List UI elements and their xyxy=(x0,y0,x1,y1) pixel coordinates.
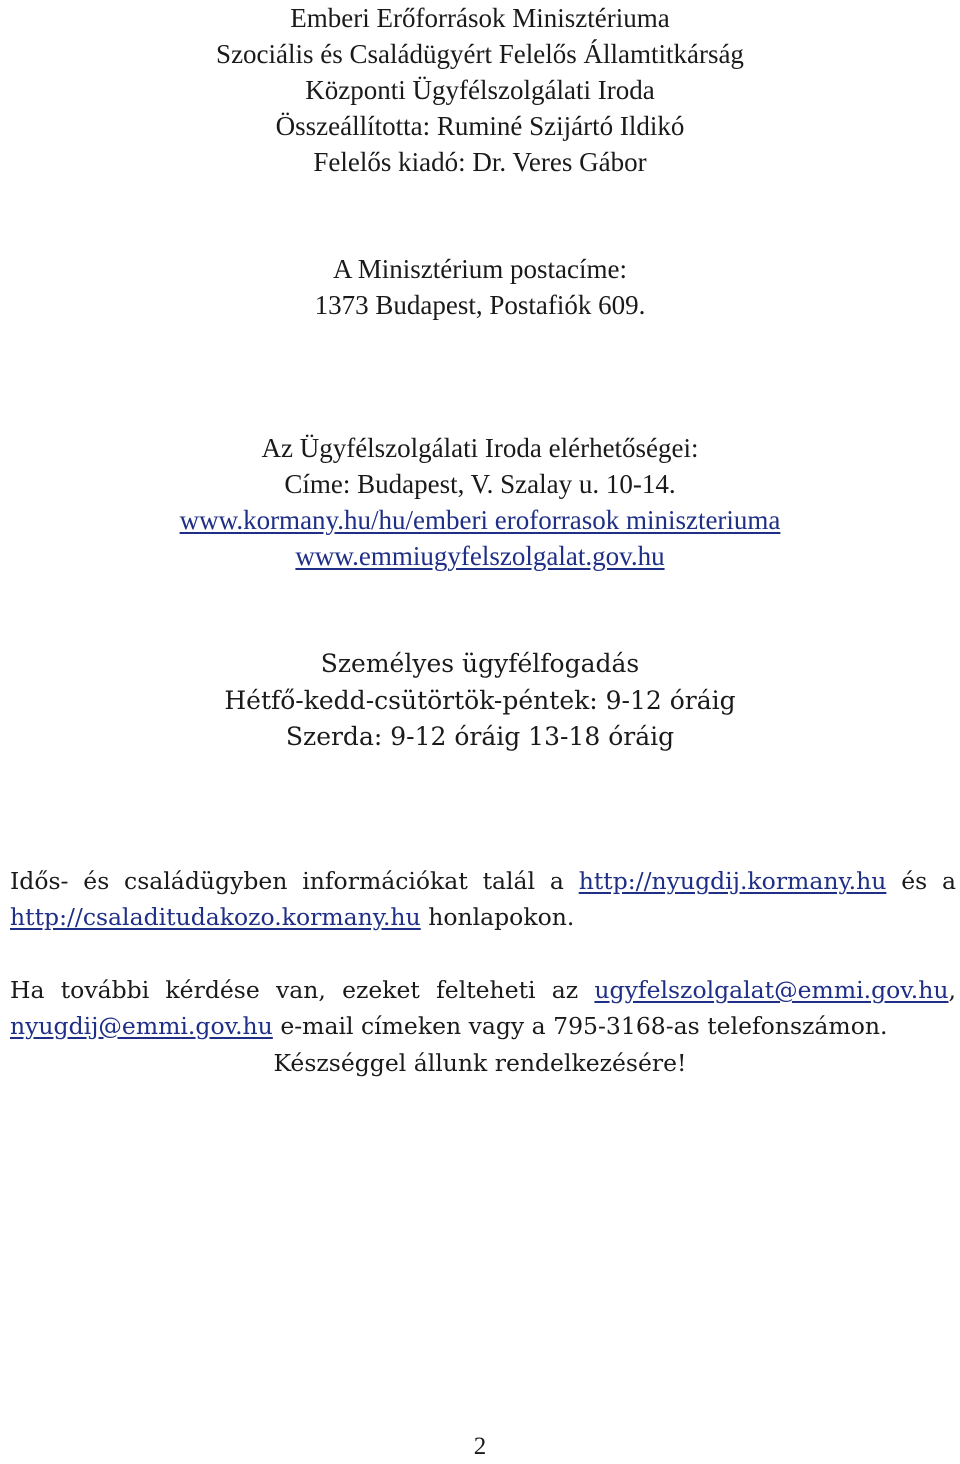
state-secretariat: Szociális és Családügyért Felelős Államtitkárság xyxy=(216,39,744,69)
info-text-before: Idős- és családügyben információkat talál a xyxy=(10,867,564,895)
imprint-block xyxy=(0,0,960,180)
question-paragraph-line-2 xyxy=(10,1009,956,1045)
question-text-before: Ha további kérdése van, ezeket felteheti az xyxy=(10,976,579,1004)
question-text-after: e-mail címeken vagy a 795-3168-as telefonszámon. xyxy=(280,1011,888,1040)
office-address: Címe: Budapest, V. Szalay u. 10-14. xyxy=(284,469,676,499)
office-name: Központi Ügyfélszolgálati Iroda xyxy=(305,75,655,105)
nyugdij-link[interactable]: http://nyugdij.kormany.hu xyxy=(578,867,887,895)
page-number: 2 xyxy=(473,1433,487,1460)
publisher: Felelős kiadó: Dr. Veres Gábor xyxy=(313,147,647,177)
reception-hours-block xyxy=(0,646,960,756)
reception-heading: Személyes ügyfélfogadás xyxy=(320,649,640,678)
kormany-link[interactable]: www.kormany.hu/hu/emberi eroforrasok miniszteriuma xyxy=(179,505,781,535)
compiled-by: Összeállította: Ruminé Szijártó Ildikó xyxy=(275,111,685,141)
ugyfelszolgalat-email-link[interactable]: ugyfelszolgalat@emmi.gov.hu xyxy=(594,976,949,1004)
comma: , xyxy=(948,976,956,1004)
closing-line: Készséggel állunk rendelkezésére! xyxy=(273,1049,687,1077)
contact-block xyxy=(0,430,960,574)
csaladitudakozo-link[interactable]: http://csaladitudakozo.kormany.hu xyxy=(10,902,421,931)
weekday-hours: Hétfő-kedd-csütörtök-péntek: 9-12 óráig xyxy=(224,685,736,715)
question-paragraph-line-1 xyxy=(10,973,956,1009)
info-paragraph-line-2 xyxy=(10,900,956,936)
info-text-after: honlapokon. xyxy=(428,902,575,931)
info-paragraph-line-1 xyxy=(10,864,956,900)
contact-heading: Az Ügyfélszolgálati Iroda elérhetőségei: xyxy=(261,433,699,463)
postal-address-block xyxy=(0,251,960,323)
question-paragraph xyxy=(10,973,956,1044)
postal-heading: A Minisztérium postacíme: xyxy=(333,254,627,284)
info-text-middle: és a xyxy=(901,867,956,895)
nyugdij-email-link[interactable]: nyugdij@emmi.gov.hu xyxy=(10,1011,273,1040)
wednesday-hours: Szerda: 9-12 óráig 13-18 óráig xyxy=(285,722,675,751)
ministry-name: Emberi Erőforrások Minisztériuma xyxy=(290,3,670,33)
postal-address: 1373 Budapest, Postafiók 609. xyxy=(314,290,646,320)
emmiugyfelszolgalat-link[interactable]: www.emmiugyfelszolgalat.gov.hu xyxy=(295,541,665,571)
info-paragraph xyxy=(10,864,956,935)
